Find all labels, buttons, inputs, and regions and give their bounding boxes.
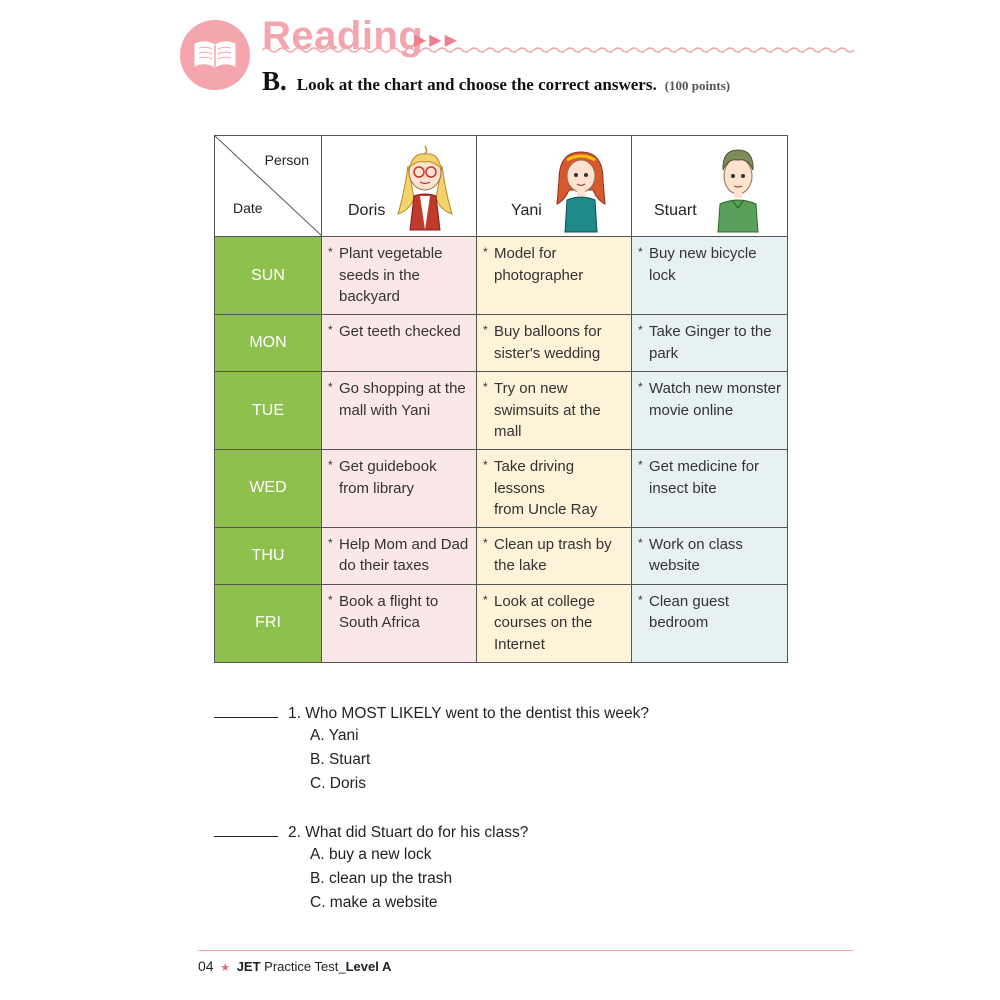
task-cell-stuart: * Work on class website	[632, 527, 788, 584]
task-cell-stuart: * Watch new monster movie online	[632, 372, 788, 450]
person-header-yani	[477, 136, 632, 237]
task-cell-doris: * Go shopping at the mall with Yani	[322, 372, 477, 450]
day-label: TUE	[215, 372, 322, 450]
answer-option[interactable]: C. Doris	[310, 775, 366, 792]
schedule-table	[214, 135, 788, 663]
instruction-text: Look at the chart and choose the correct answers.	[296, 75, 657, 94]
task-cell-yani: * Try on new swimsuits at the mall	[477, 372, 632, 450]
table-row	[215, 372, 788, 450]
task-cell-doris: * Plant vegetable seeds in the backyard	[322, 237, 477, 315]
answer-option[interactable]: B. clean up the trash	[310, 870, 453, 887]
task-cell-doris: * Get guidebook from library	[322, 450, 477, 528]
person-header-doris	[322, 136, 477, 237]
open-book-icon	[192, 38, 238, 72]
task-cell-stuart: * Clean guest bedroom	[632, 584, 788, 662]
reading-badge	[180, 20, 250, 90]
question-stem: 2. What did Stuart do for his class?	[288, 824, 529, 841]
corner-date-label: Date	[233, 200, 263, 216]
table-row	[215, 527, 788, 584]
task-cell-stuart: * Get medicine for insect bite	[632, 450, 788, 528]
part-letter: B.	[262, 66, 287, 96]
answer-option[interactable]: B. Stuart	[310, 751, 371, 768]
day-label: FRI	[215, 584, 322, 662]
task-cell-stuart: * Take Ginger to the park	[632, 315, 788, 372]
page-number: 04	[198, 958, 214, 974]
star-icon: ★	[220, 962, 231, 974]
footer-divider	[198, 950, 853, 951]
task-cell-yani: * Clean up trash by the lake	[477, 527, 632, 584]
points-label: (100 points)	[664, 78, 731, 93]
task-cell-yani: * Look at college courses on the Internet	[477, 584, 632, 662]
answer-option[interactable]: C. make a website	[310, 894, 438, 911]
task-cell-doris: * Help Mom and Dad do their taxes	[322, 527, 477, 584]
task-cell-yani: * Model for photographer	[477, 237, 632, 315]
person-header-stuart	[632, 136, 788, 237]
answer-blank-2[interactable]	[214, 822, 278, 837]
day-label: MON	[215, 315, 322, 372]
person-name: Stuart	[654, 202, 697, 219]
task-cell-yani: * Take driving lessons from Uncle Ray	[477, 450, 632, 528]
yani-avatar-icon	[553, 146, 609, 234]
page-footer	[198, 958, 391, 974]
section-title: Reading	[262, 14, 424, 58]
table-row	[215, 237, 788, 315]
corner-person-label: Person	[264, 152, 309, 168]
footer-brand: JET	[236, 959, 261, 974]
footer-level: Level A	[345, 959, 392, 974]
day-label: SUN	[215, 237, 322, 315]
doris-avatar-icon	[394, 144, 456, 234]
answer-blank-1[interactable]	[214, 703, 278, 718]
instruction	[262, 66, 730, 97]
answer-option[interactable]: A. Yani	[310, 727, 359, 744]
day-label: WED	[215, 450, 322, 528]
corner-cell	[215, 136, 322, 237]
task-cell-doris: * Get teeth checked	[322, 315, 477, 372]
day-label: THU	[215, 527, 322, 584]
question-stem: 1. Who MOST LIKELY went to the dentist this week?	[288, 705, 649, 722]
table-header-row	[215, 136, 788, 237]
table-row	[215, 315, 788, 372]
footer-subtitle: Practice Test_	[264, 959, 346, 974]
person-name: Doris	[348, 202, 386, 219]
answer-option[interactable]: A. buy a new lock	[310, 846, 432, 863]
table-row	[215, 450, 788, 528]
person-name: Yani	[511, 202, 542, 219]
wavy-divider	[262, 45, 854, 55]
stuart-avatar-icon	[710, 144, 766, 234]
arrow-icons: ▶▶▶	[414, 32, 460, 49]
question-1	[214, 703, 649, 723]
question-2	[214, 822, 528, 842]
task-cell-yani: * Buy balloons for sister's wedding	[477, 315, 632, 372]
task-cell-stuart: * Buy new bicycle lock	[632, 237, 788, 315]
table-row	[215, 584, 788, 662]
diagonal-line	[215, 136, 322, 236]
task-cell-doris: * Book a flight to South Africa	[322, 584, 477, 662]
